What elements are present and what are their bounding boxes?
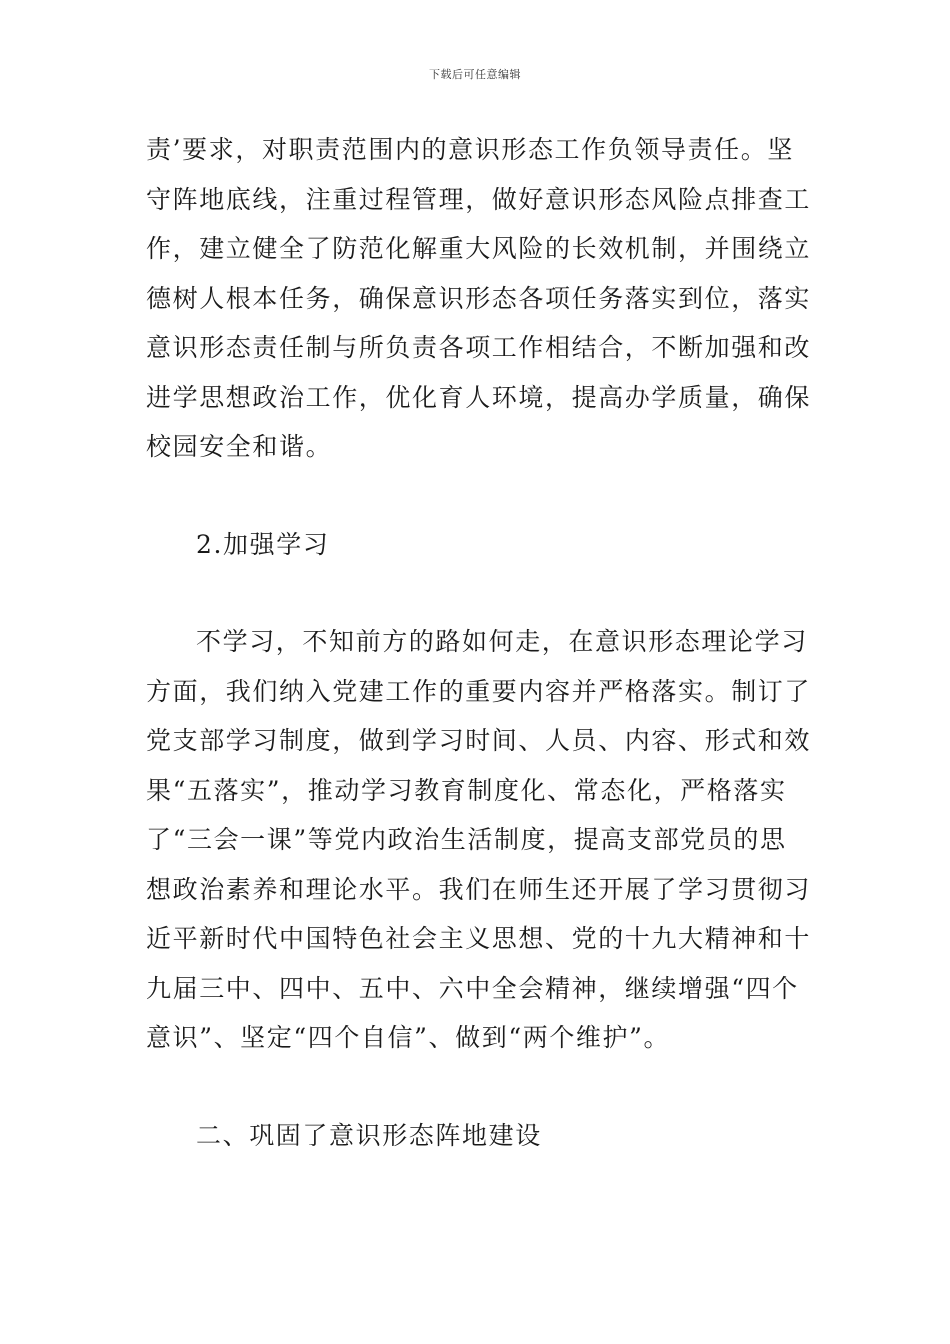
text-line: 近平新时代中国特色社会主义思想、党的十九大精神和十 xyxy=(146,924,812,953)
section-heading-consolidate xyxy=(146,1111,806,1161)
document-body xyxy=(146,125,812,1160)
text-line: 果“五落实”，推动学习教育制度化、常态化，严格落实 xyxy=(146,775,787,805)
text-line: 德树人根本任务，确保意识形态各项任务落实到位，落实 xyxy=(146,283,812,313)
text-line: 方面，我们纳入党建工作的重要内容并严格落实。制订了 xyxy=(146,676,812,706)
paragraph-study xyxy=(146,617,812,1063)
section-heading-strengthen-study xyxy=(146,520,806,570)
text-line: 不学习，不知前方的路如何走，在意识形态理论学习 xyxy=(196,627,808,656)
text-line: 党支部学习制度，做到学习时间、人员、内容、形式和效 xyxy=(146,726,812,755)
text-line: 校园安全和谐。 xyxy=(146,432,333,461)
text-line: 作，建立健全了防范化解重大风险的长效机制，并围绕立 xyxy=(146,234,812,263)
text-line: 守阵地底线，注重过程管理，做好意识形态风险点排查工 xyxy=(146,184,812,214)
section-heading-text: 二、巩固了意识形态阵地建设 xyxy=(196,1120,542,1150)
text-line: 进学思想政治工作，优化育人环境，提高办学质量，确保 xyxy=(146,382,812,412)
text-line: 意识形态责任制与所负责各项工作相结合，不断加强和改 xyxy=(146,333,812,362)
text-line: 九届三中、四中、五中、六中全会精神，继续增强“四个 xyxy=(146,973,799,1003)
text-line: 想政治素养和理论水平。我们在师生还开展了学习贯彻习 xyxy=(146,874,812,904)
page-header-note: 下载后可任意编辑 xyxy=(429,68,521,81)
paragraph-responsibility xyxy=(146,125,812,472)
section-heading-text: 2.加强学习 xyxy=(196,529,330,559)
text-line: 责’要求，对职责范围内的意识形态工作负领导责任。坚 xyxy=(146,135,794,164)
text-line: 了“三会一课”等党内政治生活制度，提高支部党员的思 xyxy=(146,825,787,854)
text-line: 意识”、坚定“四个自信”、做到“两个维护”。 xyxy=(146,1023,671,1052)
